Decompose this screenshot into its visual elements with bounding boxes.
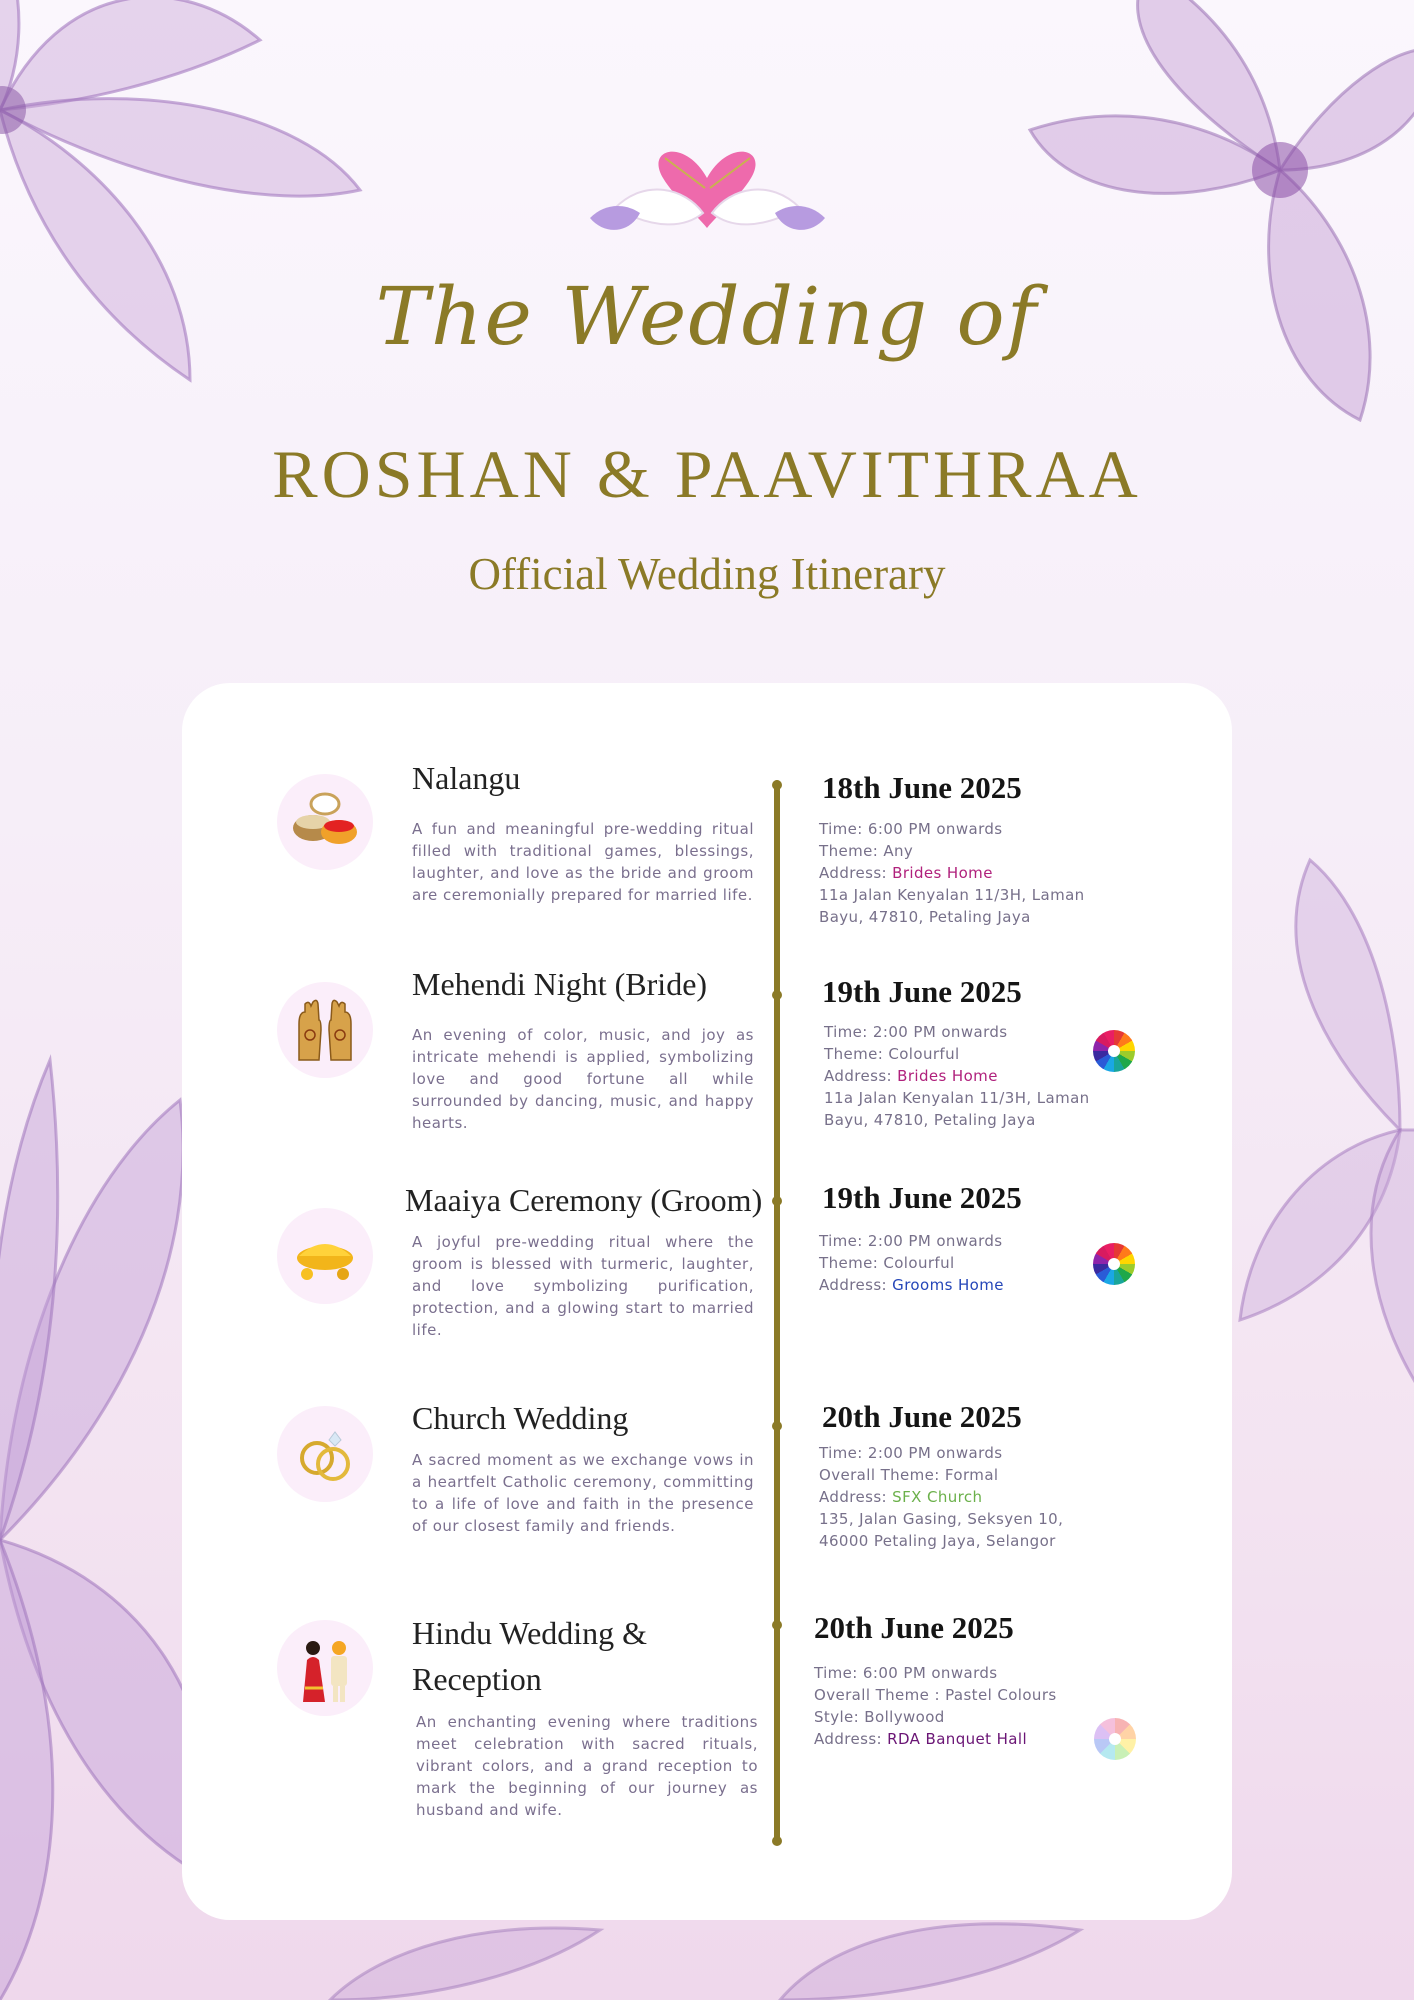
nalangu-bowls-icon (277, 774, 373, 870)
event-description: An evening of color, music, and joy as intricate mehendi is applied, symbolizing love and good fortune all while surrounded by dancing, music, and happy hearts. (412, 1026, 754, 1132)
timeline-dot (772, 1421, 782, 1431)
address-line: 46000 Petaling Jaya, Selangor (819, 1532, 1056, 1550)
event-title-line: Reception (412, 1661, 542, 1697)
pastel-color-wheel-icon (1094, 1718, 1136, 1760)
address-name: Grooms Home (892, 1276, 1004, 1294)
doves-heart-icon (585, 118, 830, 248)
event-title: Maaiya Ceremony (Groom) (405, 1182, 763, 1218)
address-name: RDA Banquet Hall (887, 1730, 1028, 1748)
timeline-dot (772, 780, 782, 790)
event-date: 19th June 2025 (822, 974, 1022, 1009)
event-date: 20th June 2025 (814, 1610, 1014, 1645)
henna-hands-icon (277, 982, 373, 1078)
timeline-dot (772, 1620, 782, 1630)
event-theme: Overall Theme : Pastel Colours (814, 1686, 1057, 1704)
event-address: Address: RDA Banquet Hall (814, 1730, 1028, 1748)
event-date: 19th June 2025 (822, 1180, 1022, 1215)
event-time: Time: 6:00 PM onwards (814, 1664, 998, 1682)
event-title: Nalangu (412, 760, 521, 796)
address-line: 135, Jalan Gasing, Seksyen 10, (819, 1510, 1064, 1528)
event-theme: Theme: Any (819, 842, 914, 860)
script-title: The Wedding of (375, 270, 1039, 363)
timeline-dot (772, 1196, 782, 1206)
event-address: Address: Grooms Home (819, 1276, 1004, 1294)
event-description: A joyful pre-wedding ritual where the groom is blessed with turmeric, laughter, and love symbolizing purification, protection, and a glowing start to married life. (412, 1233, 754, 1339)
event-date: 20th June 2025 (822, 1399, 1022, 1434)
event-address: Address: Brides Home (824, 1067, 998, 1085)
event-time: Time: 2:00 PM onwards (819, 1444, 1003, 1462)
couple-names: ROSHAN & PAAVITHRAA (272, 436, 1142, 512)
event-description: A sacred moment as we exchange vows in a heartfelt Catholic ceremony, committing to a life of love and faith in the presence of our closest family and friends. (412, 1451, 754, 1535)
event-time: Time: 2:00 PM onwards (819, 1232, 1003, 1250)
event-title: Church Wedding (412, 1400, 629, 1436)
address-name: SFX Church (892, 1488, 983, 1506)
address-line: 11a Jalan Kenyalan 11/3H, Laman (824, 1089, 1090, 1107)
event-description: A fun and meaningful pre-wedding ritual filled with traditional games, blessings, laughter, and love as the bride and groom are ceremonially prepared for married life. (412, 820, 754, 904)
color-wheel-icon (1093, 1243, 1135, 1285)
address-line: 11a Jalan Kenyalan 11/3H, Laman (819, 886, 1085, 904)
turmeric-bowl-icon (277, 1208, 373, 1304)
timeline-dot (772, 990, 782, 1000)
event-details (819, 1230, 1004, 1296)
event-details (819, 818, 1085, 928)
event-style: Style: Bollywood (814, 1708, 945, 1726)
event-details (819, 1442, 1063, 1552)
itinerary-subtitle: Official Wedding Itinerary (468, 549, 946, 599)
event-title (412, 1610, 647, 1702)
event-address: Address: SFX Church (819, 1488, 983, 1506)
event-description: An enchanting evening where traditions meet celebration with sacred rituals, vibrant colors, and a grand reception to mark the beginning of our journey as husband and wife. (416, 1713, 758, 1819)
event-title-line: Hindu Wedding & (412, 1615, 648, 1651)
event-theme: Theme: Colourful (824, 1045, 960, 1063)
event-time: Time: 6:00 PM onwards (819, 820, 1003, 838)
event-details (814, 1662, 1057, 1750)
address-name: Brides Home (892, 864, 993, 882)
wedding-rings-icon (277, 1406, 373, 1502)
header (0, 0, 1414, 680)
event-date: 18th June 2025 (822, 770, 1022, 805)
timeline-dot (772, 1836, 782, 1846)
flower-right-middle (1230, 850, 1414, 1410)
event-theme: Theme: Colourful (819, 1254, 955, 1272)
color-wheel-icon (1093, 1030, 1135, 1072)
event-time: Time: 2:00 PM onwards (824, 1023, 1008, 1041)
address-line: Bayu, 47810, Petaling Jaya (819, 908, 1031, 926)
address-line: Bayu, 47810, Petaling Jaya (824, 1111, 1036, 1129)
event-title: Mehendi Night (Bride) (412, 966, 708, 1002)
timeline-line (774, 780, 780, 1840)
event-address: Address: Brides Home (819, 864, 993, 882)
address-name: Brides Home (897, 1067, 998, 1085)
event-details (824, 1021, 1090, 1131)
bride-groom-couple-icon (277, 1620, 373, 1716)
event-theme: Overall Theme: Formal (819, 1466, 999, 1484)
